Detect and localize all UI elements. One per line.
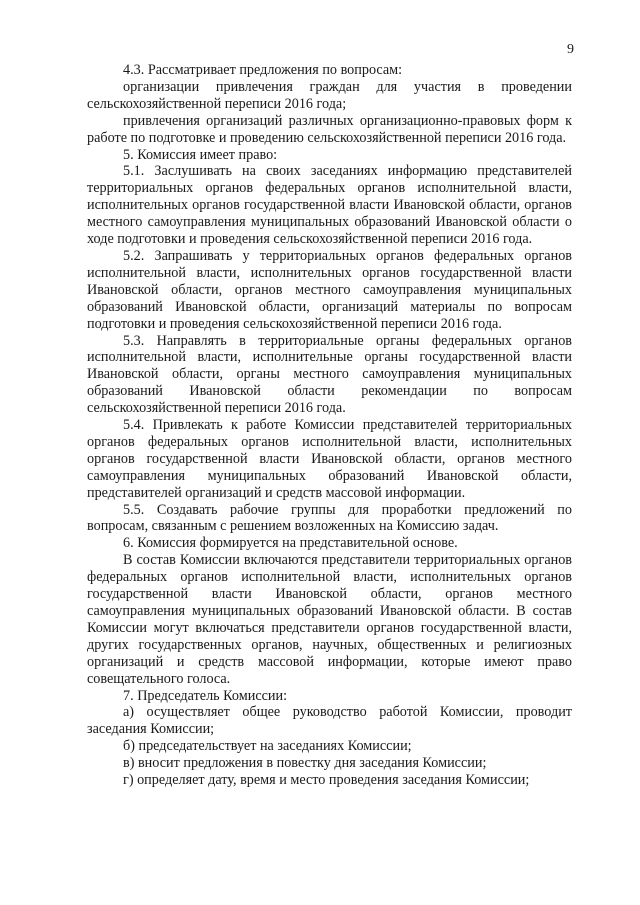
- page-number: 9: [567, 42, 574, 57]
- paragraph-7: 7. Председатель Комиссии:: [123, 687, 288, 704]
- paragraph-commission-composition: В состав Комиссии включаются представители территориальных органов федеральных органов исполнительной власти, исполнительных органов государственной власти Ивановской области, органов местного самоуправления муниципальных образований Ивановской области. В состав Комиссии могут включаться представители органов государственной власти, других государственных органов, научных, общественных и религиозных организаций и средств массовой информации, которые имеют право совещательного голоса.: [87, 552, 572, 687]
- paragraph-4-3: 4.3. Рассматривает предложения по вопросам:: [123, 62, 403, 78]
- paragraph-7-g: г) определяет дату, время и место проведения заседания Комиссии;: [123, 772, 530, 789]
- paragraph-5-5: 5.5. Создавать рабочие группы для проработки предложений по вопросам, связанным с решением возложенных на Комиссию задач.: [87, 501, 572, 535]
- paragraph-6: 6. Комиссия формируется на представительной основе.: [123, 535, 458, 552]
- paragraph-citizen-involvement: организации привлечения граждан для участия в проведении сельскохозяйственной переписи 2016 года;: [87, 78, 572, 112]
- paragraph-7-b: б) председательствует на заседаниях Комиссии;: [123, 738, 412, 755]
- paragraph-7-a: а) осуществляет общее руководство работой Комиссии, проводит заседания Комиссии;: [87, 704, 572, 738]
- document-body: [87, 62, 572, 789]
- paragraph-organizations-involvement: привлечения организаций различных организационно-правовых форм к работе по подготовке и проведению сельскохозяйственной переписи 2016 года.: [87, 112, 572, 146]
- paragraph-5-2: 5.2. Запрашивать у территориальных органов федеральных органов исполнительной власти, исполнительных органов государственной власти Ивановской области, органов местного самоуправления муниципальных образований Ивановской области, организаций материалы по вопросам подготовки и проведения сельскохозяйственной переписи 2016 года.: [87, 247, 572, 332]
- paragraph-5-1: 5.1. Заслушивать на своих заседаниях информацию представителей территориальных органов федеральных органов исполнительной власти, исполнительных органов государственной власти Ивановской области, органов местного самоуправления муниципальных образований Ивановской области о ходе подготовки и проведения сельскохозяйственной переписи 2016 года.: [87, 163, 572, 248]
- paragraph-5-3: 5.3. Направлять в территориальные органы федеральных органов исполнительной власти, исполнительные органы государственной власти Ивановской области, органы местного самоуправления муниципальных образований Ивановской области рекомендации по вопросам сельскохозяйственной переписи 2016 года.: [87, 332, 572, 417]
- paragraph-5-4: 5.4. Привлекать к работе Комиссии представителей территориальных органов федеральных органов исполнительной власти, исполнительных органов государственной власти Ивановской области, органов местного самоуправления муниципальных образований Ивановской области, представителей организаций и средств массовой информации.: [87, 417, 572, 501]
- paragraph-7-v: в) вносит предложения в повестку дня заседания Комиссии;: [123, 755, 487, 772]
- paragraph-5: 5. Комиссия имеет право:: [123, 146, 278, 163]
